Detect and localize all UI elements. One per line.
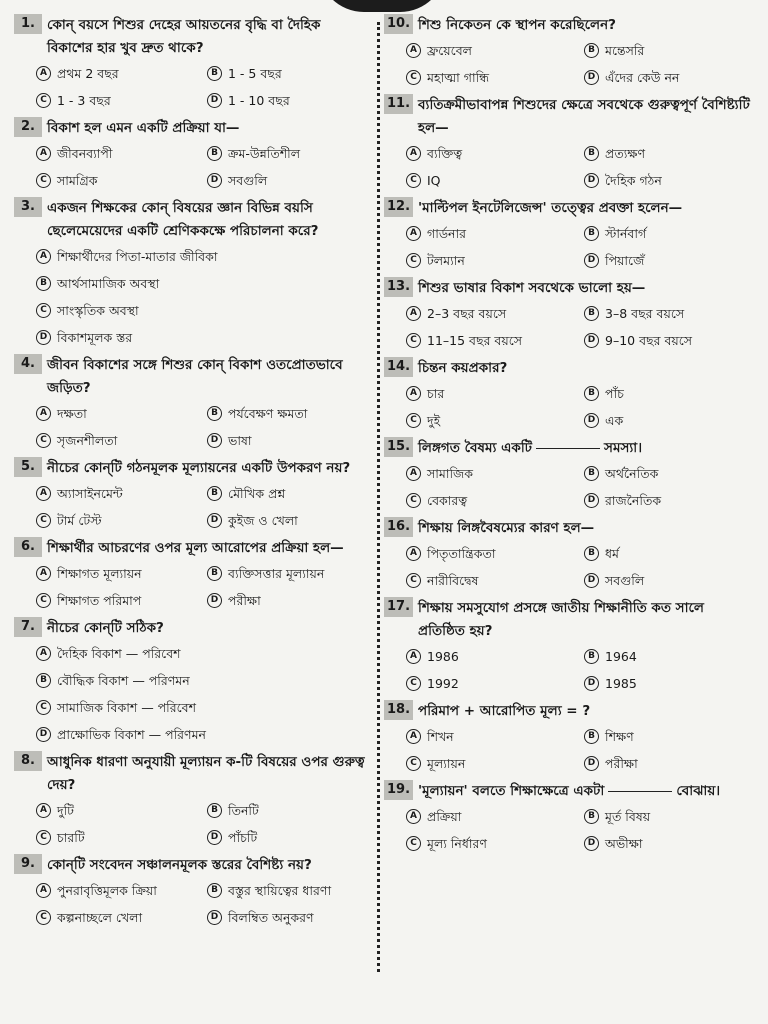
option-text: এঁদের কেউ নন [605,70,680,85]
option-letter-icon: C [406,676,421,691]
question-number: 19. [384,780,413,800]
option-text: 1992 [427,676,459,691]
option-letter-icon: A [36,646,51,661]
option-d[interactable] [207,587,370,614]
option-letter-icon: A [36,66,51,81]
option-text: পুনরাবৃত্তিমূলক ক্রিয়া [57,883,157,898]
option-letter-icon: C [406,756,421,771]
option-text: পাঁচ [605,386,624,401]
question-7 [14,617,370,748]
question-number: 4. [14,354,42,374]
question-number: 14. [384,357,413,377]
option-text: 11–15 বছর বয়সে [427,333,523,348]
option-letter-icon: D [584,413,599,428]
column-divider [377,22,380,972]
option-text: প্রাক্ষোভিক বিকাশ — পরিণমন [57,727,206,742]
option-text: স্টার্নবার্গ [605,226,647,241]
option-c[interactable] [36,694,370,721]
option-b[interactable] [584,380,754,407]
option-b[interactable] [584,300,754,327]
option-a[interactable] [406,140,576,167]
option-letter-icon: B [36,673,51,688]
question-19 [384,780,754,857]
question-text-part: 'মূল্যায়ন' বলতে শিক্ষাক্ষেত্রে একটা [418,783,605,799]
option-text: চারটি [57,830,85,845]
question-number: 3. [14,197,42,217]
option-letter-icon: A [406,306,421,321]
option-d[interactable] [584,64,754,91]
option-c[interactable] [406,407,576,434]
option-d[interactable] [584,750,754,777]
option-letter-icon: D [584,253,599,268]
option-text: মূর্ত বিষয় [605,809,651,824]
option-letter-icon: D [584,836,599,851]
question-number: 15. [384,437,413,457]
option-letter-icon: A [406,729,421,744]
option-letter-icon: B [36,276,51,291]
option-d[interactable] [584,247,754,274]
option-letter-icon: D [207,830,222,845]
question-3 [14,197,370,351]
question-text: শিশুর ভাষার বিকাশ সবথেকে ভালো হয়— [418,280,646,296]
option-text: নারীবিদ্বেষ [427,573,479,588]
option-d[interactable] [36,324,370,351]
question-text: নীচের কোন্‌টি গঠনমূলক মূল্যায়নের একটি উপকরণ নয়? [47,460,351,476]
option-d[interactable] [207,507,370,534]
option-letter-icon: A [36,249,51,264]
option-text: 1 - 3 বছর [57,93,111,108]
option-text: পিয়াজেঁ [605,253,645,268]
option-text: বৌদ্ধিক বিকাশ — পরিণমন [57,673,190,688]
option-letter-icon: D [584,676,599,691]
option-a[interactable] [406,220,576,247]
question-15 [384,437,754,514]
option-a[interactable] [406,803,576,830]
question-11 [384,94,754,194]
option-text: মন্তেসরি [605,43,645,58]
option-c[interactable] [406,247,576,274]
option-text: তিনটি [228,803,259,818]
option-text: ফ্রয়েবেল [427,43,472,58]
option-letter-icon: B [207,406,222,421]
option-c[interactable] [406,327,576,354]
option-b[interactable] [584,723,754,750]
option-text: ব্যক্তিসত্তার মূল্যায়ন [228,566,325,581]
option-text: অর্থনৈতিক [605,466,659,481]
option-letter-icon: C [36,700,51,715]
option-text: সামাজিক বিকাশ — পরিবেশ [57,700,196,715]
option-c[interactable] [36,297,370,324]
option-text: ভাষা [228,433,252,448]
question-4 [14,354,370,454]
question-number: 1. [14,14,42,34]
option-text: শিক্ষাগত পরিমাপ [57,593,142,608]
option-text: বস্তুর স্থায়িত্বের ধারণা [228,883,332,898]
option-c[interactable] [406,487,576,514]
option-letter-icon: B [207,486,222,501]
option-text: সবগুলি [605,573,645,588]
option-text: পর্যবেক্ষণ ক্ষমতা [228,406,308,421]
option-text: চার [427,386,445,401]
question-text: জীবন বিকাশের সঙ্গে শিশুর কোন্ বিকাশ ওতপ্রোতভাবে জড়িত? [47,357,343,396]
option-letter-icon: C [36,433,51,448]
option-text: বিকাশমূলক স্তর [57,330,133,345]
option-letter-icon: A [36,883,51,898]
question-text: শিক্ষায় সমসুযোগ প্রসঙ্গে জাতীয় শিক্ষানীতি কত সালে প্রতিষ্ঠিত হয়? [418,600,704,639]
option-d[interactable] [584,670,754,697]
option-letter-icon: B [207,566,222,581]
page-tab-marker [318,0,446,12]
question-text: পরিমাপ + আরোপিত মূল্য = ? [418,703,591,719]
option-letter-icon: A [406,43,421,58]
question-text-part: লিঙ্গগত বৈষম্য একটি [418,440,533,456]
option-letter-icon: B [584,226,599,241]
option-c[interactable] [406,750,576,777]
option-a[interactable] [406,37,576,64]
question-13 [384,277,754,354]
question-10 [384,14,754,91]
option-letter-icon: B [584,546,599,561]
option-text: দুটি [57,803,74,818]
option-text: মহাত্মা গান্ধি [427,70,490,85]
option-text: প্রক্রিয়া [427,809,462,824]
option-letter-icon: C [406,836,421,851]
option-b[interactable] [207,400,370,427]
option-c[interactable] [36,507,199,534]
option-c[interactable] [406,167,576,194]
option-letter-icon: C [406,333,421,348]
option-b[interactable] [207,797,370,824]
option-d[interactable] [207,167,370,194]
option-a[interactable] [36,480,199,507]
question-number: 6. [14,537,42,557]
right-column [384,14,754,860]
option-text: সামাজিক [427,466,473,481]
option-letter-icon: B [584,809,599,824]
option-letter-icon: B [584,466,599,481]
option-d[interactable] [36,721,370,748]
option-text: প্রথম 2 বছর [57,66,119,81]
option-text: IQ [427,173,441,188]
option-letter-icon: D [36,727,51,742]
option-letter-icon: C [36,910,51,925]
option-text: 3–8 বছর বয়সে [605,306,685,321]
question-text: নীচের কোন্‌টি সঠিক? [47,620,164,636]
option-text: কুইজ ও খেলা [228,513,298,528]
option-text: প্রত্যক্ষণ [605,146,646,161]
question-number: 16. [384,517,413,537]
option-text: পরীক্ষা [228,593,261,608]
option-letter-icon: D [207,593,222,608]
option-text: বেকারত্ব [427,493,468,508]
option-letter-icon: A [36,566,51,581]
option-text: টার্ম টেস্ট [57,513,102,528]
option-b[interactable] [207,480,370,507]
option-letter-icon: B [584,729,599,744]
option-text: টলম্যান [427,253,465,268]
option-text: শিক্ষার্থীদের পিতা-মাতার জীবিকা [57,249,218,264]
option-letter-icon: D [207,173,222,188]
option-d[interactable] [207,87,370,114]
option-text: সামগ্রিক [57,173,98,188]
option-c[interactable] [36,824,199,851]
option-c[interactable] [406,670,576,697]
option-a[interactable] [406,723,576,750]
option-c[interactable] [406,830,576,857]
option-letter-icon: A [36,406,51,421]
option-text: 1 - 5 বছর [228,66,282,81]
option-letter-icon: B [207,883,222,898]
option-letter-icon: A [36,486,51,501]
question-text: ব্যতিক্রমীভাবাপন্ন শিশুদের ক্ষেত্রে সবথেকে গুরুত্বপূর্ণ বৈশিষ্ট্যটি হল— [418,97,750,136]
left-column [14,14,370,934]
option-b[interactable] [584,540,754,567]
option-text: রাজনৈতিক [605,493,662,508]
option-letter-icon: D [207,910,222,925]
option-letter-icon: C [406,70,421,85]
option-text: পরীক্ষা [605,756,638,771]
option-text: 2–3 বছর বয়সে [427,306,507,321]
option-b[interactable] [584,460,754,487]
option-letter-icon: D [36,330,51,345]
question-text: চিন্তন কয়প্রকার? [418,360,508,376]
option-d[interactable] [584,567,754,594]
question-text [418,780,720,803]
option-a[interactable] [36,797,199,824]
option-letter-icon: D [584,493,599,508]
option-letter-icon: D [207,433,222,448]
option-text: মূল্যায়ন [427,756,466,771]
option-letter-icon: C [36,513,51,528]
option-a[interactable] [36,640,370,667]
option-b[interactable] [207,560,370,587]
option-text: 1986 [427,649,459,664]
option-letter-icon: B [207,803,222,818]
question-18 [384,700,754,777]
question-text: একজন শিক্ষকের কোন্ বিষয়ের জ্ঞান বিভিন্ন বয়সি ছেলেমেয়েদের একটি শ্রেণিককক্ষে পরিচালনা করে? [47,200,319,239]
option-text: দক্ষতা [57,406,87,421]
question-text: আধুনিক ধারণা অনুযায়ী মূল্যায়ন ক-টি বিষয়ের ওপর গুরুত্ব দেয়? [47,754,365,793]
question-text-part: বোঝায়। [676,783,721,799]
option-letter-icon: A [406,809,421,824]
option-letter-icon: B [584,649,599,664]
option-letter-icon: A [406,546,421,561]
option-letter-icon: D [207,513,222,528]
option-c[interactable] [406,567,576,594]
option-letter-icon: B [207,66,222,81]
option-letter-icon: D [584,756,599,771]
question-1 [14,14,370,114]
option-a[interactable] [36,243,370,270]
question-text-part: সমস্যা। [604,440,643,456]
option-b[interactable] [207,60,370,87]
option-b[interactable] [584,37,754,64]
option-text: শিখন [427,729,454,744]
option-letter-icon: C [36,173,51,188]
question-8 [14,751,370,851]
option-letter-icon: C [406,173,421,188]
option-text: সৃজনশীলতা [57,433,118,448]
option-d[interactable] [207,427,370,454]
option-d[interactable] [584,327,754,354]
option-text: শিক্ষাগত মূল্যায়ন [57,566,142,581]
option-text: দুই [427,413,441,428]
option-text: অভীক্ষা [605,836,643,851]
question-text [418,437,642,460]
answer-blank[interactable] [608,791,672,792]
option-a[interactable] [36,60,199,87]
option-letter-icon: C [36,593,51,608]
option-a[interactable] [406,460,576,487]
option-text: ব্যক্তিত্ব [427,146,463,161]
option-letter-icon: C [36,303,51,318]
option-letter-icon: B [584,146,599,161]
option-letter-icon: D [584,333,599,348]
option-text: কল্পনাচ্ছলে খেলা [57,910,143,925]
question-14 [384,357,754,434]
option-letter-icon: C [406,493,421,508]
option-text: এক [605,413,624,428]
question-number: 18. [384,700,413,720]
option-d[interactable] [584,167,754,194]
option-letter-icon: B [207,146,222,161]
question-text: শিশু নিকেতন কে স্থাপন করেছিলেন? [418,17,616,33]
option-text: গার্ডনার [427,226,466,241]
option-text: ধর্ম [605,546,619,561]
question-9 [14,854,370,931]
option-letter-icon: C [36,93,51,108]
option-letter-icon: C [406,413,421,428]
option-b[interactable] [36,270,370,297]
option-c[interactable] [36,87,199,114]
option-text: মূল্য নির্ধারণ [427,836,487,851]
question-number: 11. [384,94,413,114]
option-d[interactable] [584,830,754,857]
option-d[interactable] [207,824,370,851]
option-c[interactable] [36,427,199,454]
option-letter-icon: A [406,649,421,664]
question-number: 8. [14,751,42,771]
option-b[interactable] [207,877,370,904]
option-letter-icon: C [406,253,421,268]
option-text: জীবনব্যাপী [57,146,113,161]
option-a[interactable] [36,140,199,167]
question-number: 2. [14,117,42,137]
option-a[interactable] [406,380,576,407]
option-text: 1964 [605,649,637,664]
option-text: সাংস্কৃতিক অবস্থা [57,303,139,318]
question-5 [14,457,370,534]
question-text: বিকাশ হল এমন একটি প্রক্রিয়া যা— [47,120,240,136]
option-letter-icon: A [406,466,421,481]
option-text: বিলম্বিত অনুকরণ [228,910,314,925]
answer-blank[interactable] [536,448,600,449]
option-letter-icon: B [584,306,599,321]
option-letter-icon: A [36,803,51,818]
question-6 [14,537,370,614]
option-b[interactable] [584,220,754,247]
option-d[interactable] [584,487,754,514]
option-a[interactable] [406,540,576,567]
option-text: পাঁচটি [228,830,258,845]
option-letter-icon: A [406,226,421,241]
question-number: 13. [384,277,413,297]
question-number: 7. [14,617,42,637]
option-text: সবগুলি [228,173,268,188]
option-b[interactable] [36,667,370,694]
option-letter-icon: D [584,70,599,85]
question-text: শিক্ষার্থীর আচরণের ওপর মূল্য আরোপের প্রক্রিয়া হল— [47,540,344,556]
option-c[interactable] [36,587,199,614]
option-text: মৌখিক প্রশ্ন [228,486,286,501]
question-text: 'মাল্টিপল ইনটেলিজেন্স' তত্ত্বের প্রবক্তা হলেন— [418,200,683,216]
option-b[interactable] [584,140,754,167]
option-a[interactable] [36,877,199,904]
question-number: 12. [384,197,413,217]
question-text: শিক্ষায় লিঙ্গবৈষম্যের কারণ হল— [418,520,595,536]
question-12 [384,197,754,274]
question-number: 10. [384,14,413,34]
option-c[interactable] [36,167,199,194]
option-letter-icon: A [36,146,51,161]
option-a[interactable] [36,400,199,427]
option-letter-icon: C [36,830,51,845]
option-text: 1 - 10 বছর [228,93,290,108]
option-text: 1985 [605,676,637,691]
option-c[interactable] [406,64,576,91]
option-letter-icon: C [406,573,421,588]
option-text: আর্থসামাজিক অবস্থা [57,276,160,291]
question-16 [384,517,754,594]
option-a[interactable] [406,300,576,327]
option-text: পিতৃতান্ত্রিকতা [427,546,496,561]
option-d[interactable] [584,407,754,434]
option-d[interactable] [207,904,370,931]
option-text: শিক্ষণ [605,729,634,744]
option-letter-icon: D [207,93,222,108]
question-number: 5. [14,457,42,477]
option-b[interactable] [584,643,754,670]
option-a[interactable] [406,643,576,670]
option-c[interactable] [36,904,199,931]
option-letter-icon: D [584,173,599,188]
option-text: অ্যাসাইনমেন্ট [57,486,123,501]
option-a[interactable] [36,560,199,587]
question-number: 9. [14,854,42,874]
option-text: দৈহিক বিকাশ — পরিবেশ [57,646,181,661]
option-text: দৈহিক গঠন [605,173,662,188]
option-text: ক্রম-উন্নতিশীল [228,146,301,161]
question-2 [14,117,370,194]
option-letter-icon: A [406,386,421,401]
option-b[interactable] [584,803,754,830]
question-number: 17. [384,597,413,617]
question-text: কোন্‌টি সংবেদন সঞ্চালনমূলক স্তরের বৈশিষ্ট্য নয়? [47,857,312,873]
option-letter-icon: B [584,386,599,401]
option-letter-icon: B [584,43,599,58]
option-text: 9–10 বছর বয়সে [605,333,693,348]
option-b[interactable] [207,140,370,167]
question-text: কোন্ বয়সে শিশুর দেহের আয়তনের বৃদ্ধি বা দৈহিক বিকাশের হার খুব দ্রুত থাকে? [47,17,321,56]
question-17 [384,597,754,697]
option-letter-icon: A [406,146,421,161]
option-letter-icon: D [584,573,599,588]
